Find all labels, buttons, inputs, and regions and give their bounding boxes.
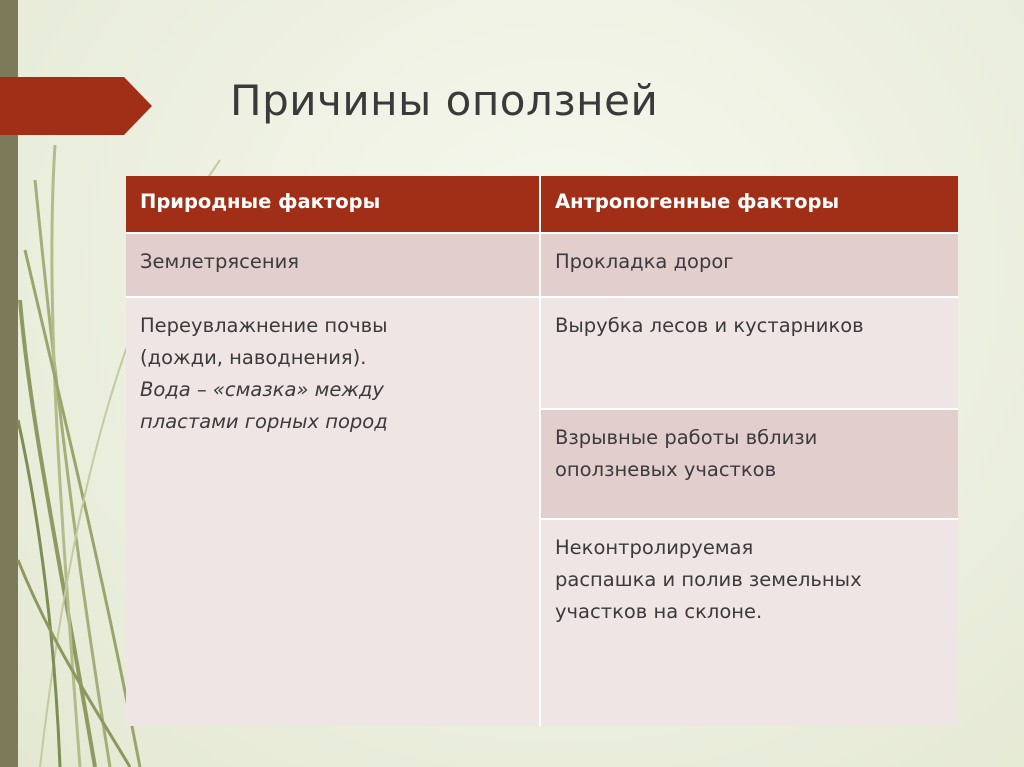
plowing-line-1: Неконтролируемая	[555, 536, 754, 559]
cell-earthquakes: Землетрясения	[126, 232, 541, 296]
cell-waterlogging	[126, 296, 541, 726]
blasting-line-1: Взрывные работы вблизи	[555, 426, 818, 449]
waterlogging-line-1: Переувлажнение почвы	[140, 314, 388, 337]
title-arrow-shape	[0, 77, 152, 135]
cell-roads: Прокладка дорог	[541, 232, 958, 296]
slide-title: Причины оползней	[230, 76, 659, 125]
waterlogging-line-2: (дожди, наводнения).	[140, 346, 367, 369]
blasting-line-2: оползневых участков	[555, 458, 777, 481]
cell-plowing	[541, 518, 958, 726]
causes-table	[126, 176, 958, 726]
water-lubricant-line-2: пластами горных пород	[140, 410, 388, 433]
cell-blasting	[541, 408, 958, 518]
plowing-line-3: участков на склоне.	[555, 600, 763, 623]
header-natural-factors: Природные факторы	[126, 176, 541, 232]
cell-deforestation: Вырубка лесов и кустарников	[541, 296, 958, 408]
header-anthropogenic-factors: Антропогенные факторы	[541, 176, 958, 232]
water-lubricant-line-1: Вода – «смазка» между	[140, 378, 384, 401]
plowing-line-2: распашка и полив земельных	[555, 568, 862, 591]
